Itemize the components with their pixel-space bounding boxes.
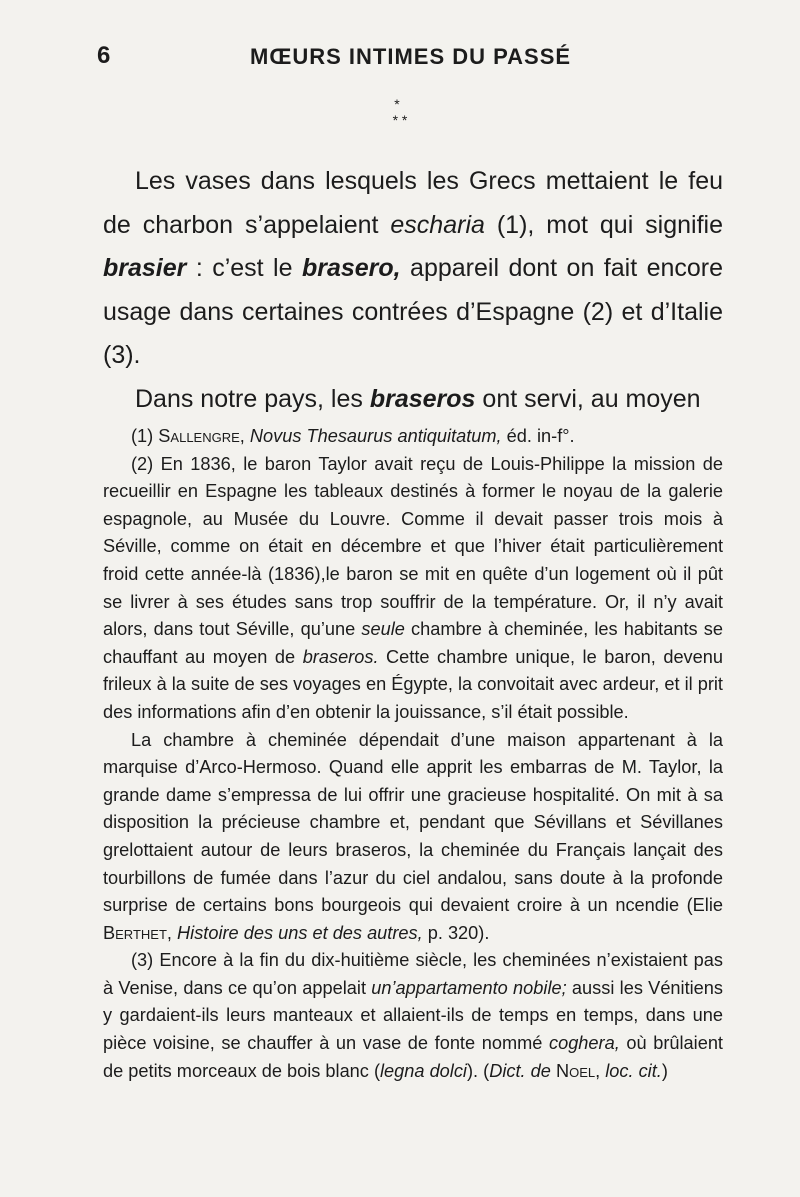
paragraph-1: Les vases dans lesquels les Grecs mettaient le feu de charbon s’appelaient escharia (1), mot qui signifie brasier : c’est le brasero, appareil dont on fait encore usage dans certaines contrées d’Espagne (2) et d’Italie (3).: [103, 167, 724, 369]
paragraph-2: Dans notre pays, les braseros ont servi, au moyen: [135, 384, 701, 413]
footnotes: [103, 423, 723, 1085]
main-text: [103, 160, 723, 421]
footnote-2-continued: La chambre à cheminée dépendait d’une maison appartenant à la marquise d’Arco-Hermoso. Quand elle apprit les embarras de M. Taylor, la grande dame s’empressa de lui offrir une gracieuse hospitalité. On mit à sa disposition la précieuse chambre et, pendant que Sévillans et Sévillanes grelottaient autour de leurs braseros, la cheminée du Français lançait des tourbillons de fumée dans l’azur du ciel andalou, sans doute à la profonde surprise de certains bons bourgeois qui devaient croire à un ncendie (Elie Berthet, Histoire des uns et des autres, p. 320).: [103, 729, 723, 943]
footnote-2: (2) En 1836, le baron Taylor avait reçu de Louis-Philippe la mission de recueillir en Espagne les tableaux destinés à former le noyau de la galerie espagnole, au Musée du Louvre. Comme il devait passer trois mois à Séville, comme on était en décembre et que l’hiver était particulièrement froid cette année-là (1836),le baron se mit en quête d’un logement où il pût se livrer à ses études sans trop souffrir de la température. Or, il n’y avait alors, dans tout Séville, qu’une seule chambre à cheminée, les habitants se chauffant au moyen de braseros. Cette chambre unique, le baron, devenu frileux à la suite de ses voyages en Égypte, la convoitait avec ardeur, et il prit des informations afin d’en obtenir la jouissance, s’il était possible.: [103, 453, 723, 722]
section-separator: [0, 96, 800, 128]
page-number: 6: [97, 42, 111, 69]
separator-star-top: *: [394, 96, 400, 112]
running-title: MŒURS INTIMES DU PASSÉ: [250, 44, 572, 69]
footnote-3: (3) Encore à la fin du dix-huitième siècle, les cheminées n’existaient pas à Venise, dans ce qu’on appelait un’appartamento nobile; aussi les Vénitiens y gardaient-ils leurs manteaux et allaient-ils de temps en temps, dans une pièce voisine, se chauffer à un vase de fonte nommé coghera, où brûlaient de petits morceaux de bois blanc (legna dolci). (Dict. de Noel, loc. cit.): [103, 950, 724, 1081]
page-header: [0, 42, 800, 72]
footnote-1: (1) Sallengre, Novus Thesaurus antiquitatum, éd. in-f°.: [131, 426, 575, 446]
separator-stars-bottom: * *: [392, 112, 408, 128]
